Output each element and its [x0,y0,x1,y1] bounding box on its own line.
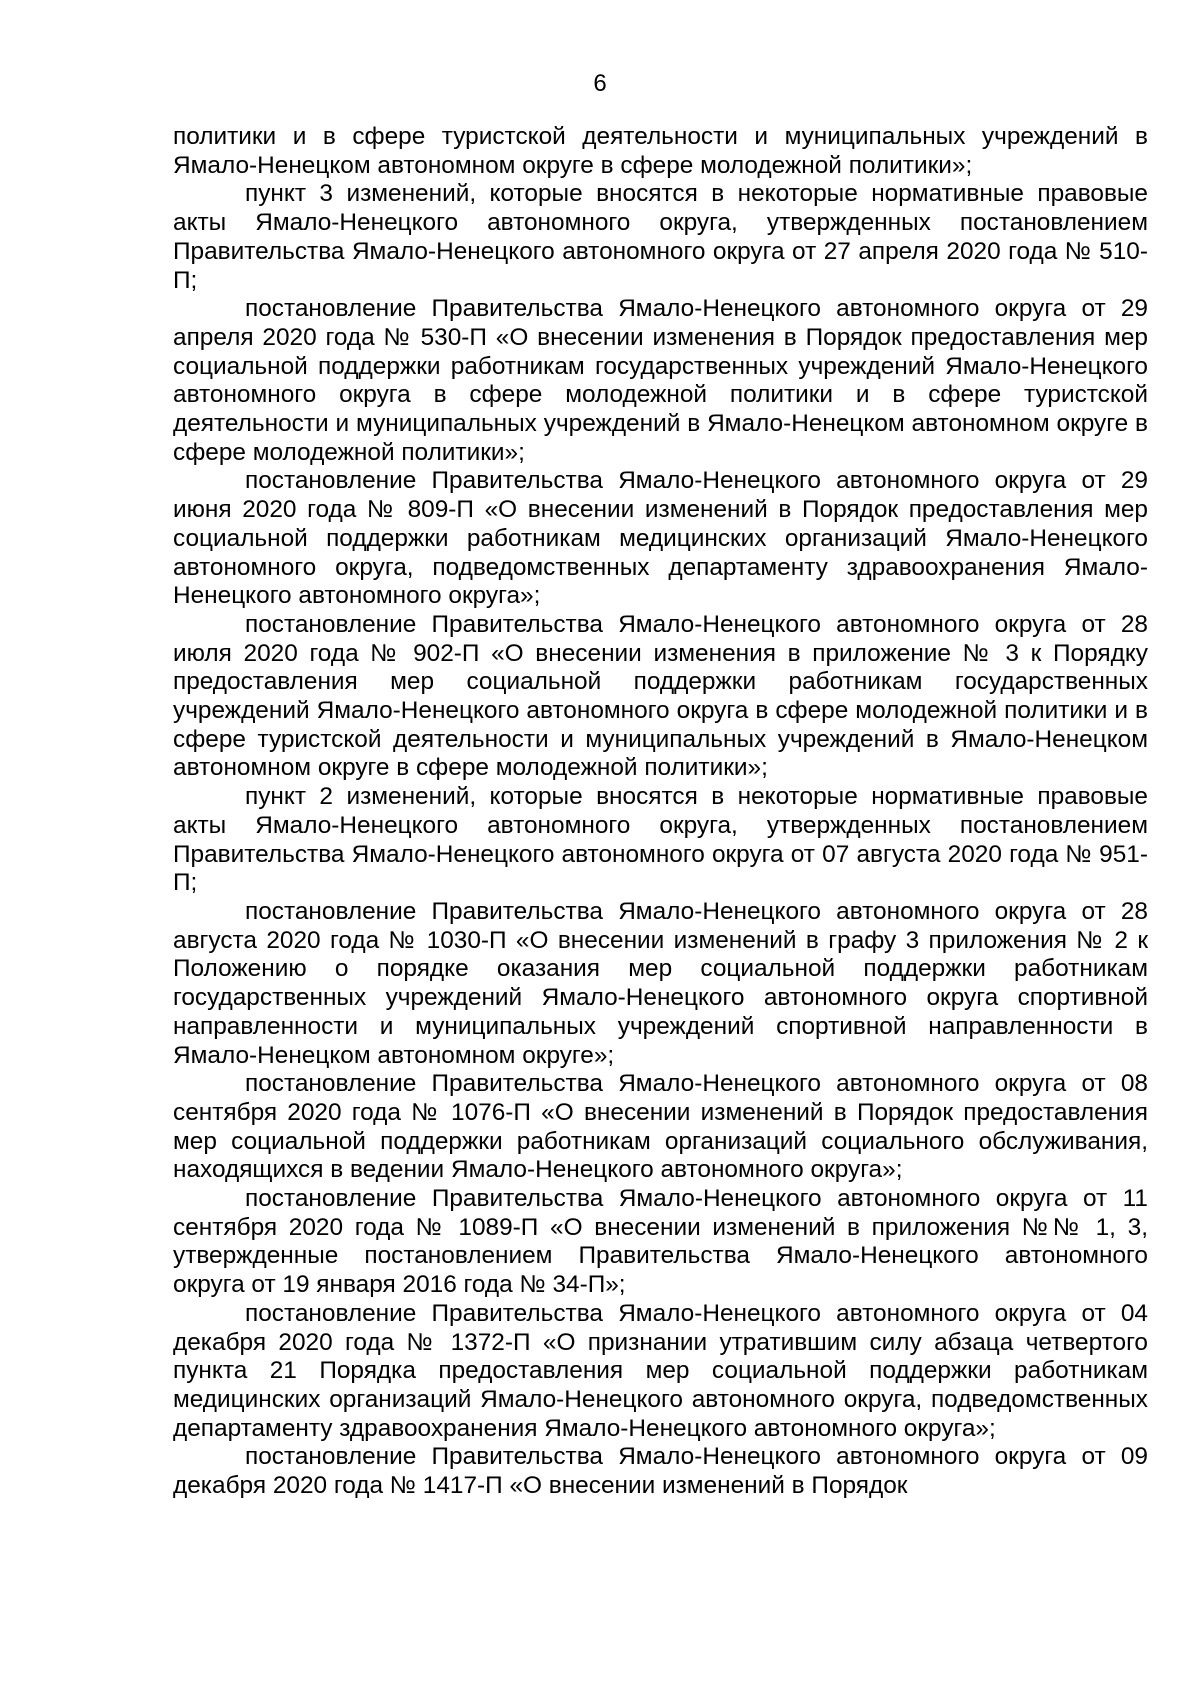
page-number: 6 [593,70,607,97]
paragraph-item: постановление Правительства Ямало-Ненецкого автономного округа от 29 апреля 2020 года № 530-П «О внесении изменения в Порядок предоставления мер социальной поддержки работникам государственных учреждений Ямало-Ненецкого автономного округа в сфере молодежной политики и в сфере туристской деятельности и муниципальных учреждений в Ямало-Ненецком автономном округе в сфере молодежной политики»; [173,295,1148,466]
paragraph-item: пункт 3 изменений, которые вносятся в некоторые нормативные правовые акты Ямало-Ненецкого автономного округа, утвержденных постановлением Правительства Ямало-Ненецкого автономного округа от 27 апреля 2020 года № 510-П; [173,180,1148,294]
paragraph-continuation: политики и в сфере туристской деятельности и муниципальных учреждений в Ямало-Ненецком автономном округе в сфере молодежной политики»; [173,123,1148,179]
paragraph-item: постановление Правительства Ямало-Ненецкого автономного округа от 09 декабря 2020 года № 1417-П «О внесении изменений в Порядок [173,1443,1148,1500]
paragraph-item: постановление Правительства Ямало-Ненецкого автономного округа от 29 июня 2020 года № 809-П «О внесении изменений в Порядок предоставления мер социальной поддержки работникам медицинских организаций Ямало-Ненецкого автономного округа, подведомственных департаменту здравоохранения Ямало-Ненецкого автономного округа»; [173,467,1148,610]
document-body [173,123,1148,1501]
paragraph-item: постановление Правительства Ямало-Ненецкого автономного округа от 11 сентября 2020 года № 1089-П «О внесении изменений в приложения №№ 1, 3, утвержденные постановлением Правительства Ямало-Ненецкого автономного округа от 19 января 2016 года № 34-П»; [173,1185,1148,1299]
paragraph-item: постановление Правительства Ямало-Ненецкого автономного округа от 04 декабря 2020 года № 1372-П «О признании утратившим силу абзаца четвертого пункта 21 Порядка предоставления мер социальной поддержки работникам медицинских организаций Ямало-Ненецкого автономного округа, подведомственных департаменту здравоохранения Ямало-Ненецкого автономного округа»; [173,1299,1148,1442]
paragraph-item: постановление Правительства Ямало-Ненецкого автономного округа от 28 июля 2020 года № 902-П «О внесении изменения в приложение № 3 к Порядку предоставления мер социальной поддержки работникам государственных учреждений Ямало-Ненецкого автономного округа в сфере молодежной политики и в сфере туристской деятельности и муниципальных учреждений в Ямало-Ненецком автономном округе в сфере молодежной политики»; [173,610,1148,782]
paragraph-item: постановление Правительства Ямало-Ненецкого автономного округа от 28 августа 2020 года № 1030-П «О внесении изменений в графу 3 приложения № 2 к Положению о порядке оказания мер социальной поддержки работникам государственных учреждений Ямало-Ненецкого автономного округа спортивной направленности и муниципальных учреждений спортивной направленности в Ямало-Ненецком автономном округе»; [173,897,1148,1069]
paragraph-item: пункт 2 изменений, которые вносятся в некоторые нормативные правовые акты Ямало-Ненецкого автономного округа, утвержденных постановлением Правительства Ямало-Ненецкого автономного округа от 07 августа 2020 года № 951-П; [173,783,1148,897]
paragraph-item: постановление Правительства Ямало-Ненецкого автономного округа от 08 сентября 2020 года № 1076-П «О внесении изменений в Порядок предоставления мер социальной поддержки работникам организаций социального обслуживания, находящихся в ведении Ямало-Ненецкого автономного округа»; [173,1070,1148,1184]
